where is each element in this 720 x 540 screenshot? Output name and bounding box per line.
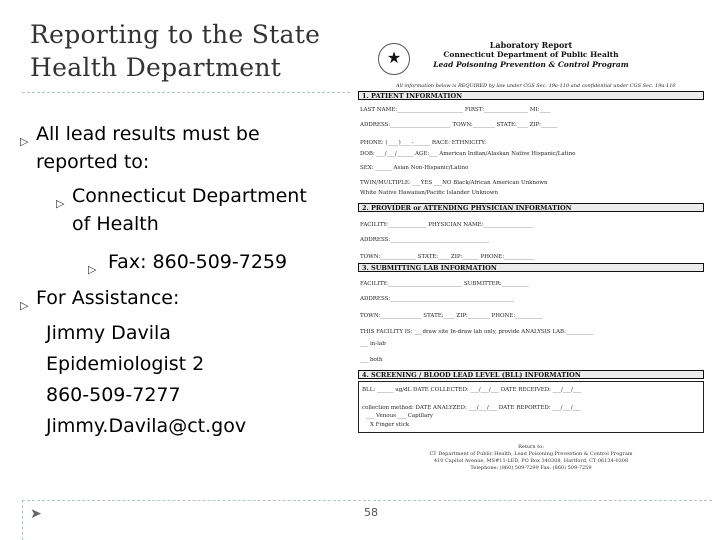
state-seal-icon: ★ bbox=[378, 43, 410, 75]
contact-info bbox=[46, 318, 246, 442]
form-footer: Return to: CT Department of Public Health, Lead Poisoning Prevention & Control Program 410 Capitol Avenue, MS#11-LED, PO Box 340308, Hartford, CT 06134-0308 Telephone: (860) 509-7299 Fax: (860) 509-7259 bbox=[429, 444, 633, 471]
section-screening: 4. SCREENING / BLOOD LEAD LEVEL (BLL) INFORMATION bbox=[358, 370, 704, 379]
contact-phone: 860-509-7277 bbox=[46, 384, 181, 406]
contact-email: Jimmy.Davila@ct.gov bbox=[46, 415, 247, 437]
form-authority: All information below is REQUIRED by law under CGS Sec. 19a-110 and confidential under CGS Sec. 19a-110 bbox=[396, 83, 676, 89]
triangle-bullet-icon: ▷ bbox=[20, 135, 29, 148]
bullet-ct-department: ▷ Connecticut Department of Health bbox=[56, 185, 307, 235]
triangle-bullet-icon: ▷ bbox=[56, 197, 65, 210]
triangle-bullet-icon: ▷ bbox=[20, 299, 29, 312]
lab-report-form: ★ Laboratory Report Connecticut Department of Public Health Lead Poisoning Prevention & Control Program All information below is REQUIRED by law under CGS Sec. 19a-110 and confidential under CGS Sec. 19a-110 1. PATIENT INFORMATION LAST NAME:________________________ FIRST:________________ MI:____ ADDRESS:______________________ TOWN:________ STATE:____ ZIP:______ PHONE: (____)____-______ RACE: ETHNICITY: DOB: ___/___/______ AGE:___ American Indian/Alaskan Native Hispanic/Latino SEX: ______ Asian Non-Hispanic/Latino TWIN/MULTIPLE: ___YES ___NO Black/African American Unknown White Native Hawaiian/Pacific Islander Unknown 2. PROVIDER or ATTENDING PHYSICIAN INFORMATION FACILITY:______________ PHYSICIAN NAME:__________________ ADDRESS:____________________________________ TOWN:_____________ STATE:____ ZIP:______ PHONE:___________ 3. SUBMITTING LAB INFORMATION FACILITY:___________________________ SUBMITTER:__________ ADDRESS:_____________________________________________ TOWN:_______________ STATE:____ ZIP:________ PHONE:__________ THIS FACILITY IS: ___draw site In-draw lab only, provide ANALYSIS LAB:__________ ___ in-lab ___ both 4. SCREENING / BLOOD LEAD LEVEL (BLL) INFORMATION BLL: ______ ug/dL DATE COLLECTED: ___/___/___ DATE RECEIVED: ___/___/___ collection method: DATE ANALYZED: ___/___/___ DATE REPORTED: ___/___/___ ___ Venous ___ Capillary X Finger stick Return to: CT Department of Public Health, Lead Poisoning Prevention & Control Program 410 Capitol Avenue, MS#11-LED, PO Box 340308, Hartford, CT 06134-0308 Telephone: (860) 509-7299 Fax: (860) 509-7259 bbox=[356, 40, 706, 498]
nav-arrow-icon: ➤ bbox=[30, 506, 42, 522]
section-patient: 1. PATIENT INFORMATION bbox=[358, 91, 704, 100]
bullet-assistance: ▷ For Assistance: bbox=[20, 284, 179, 312]
title-line-2: Health Department bbox=[30, 53, 282, 82]
title-divider bbox=[22, 92, 350, 93]
bullet-fax: ▷ Fax: 860-509-7259 bbox=[88, 248, 287, 276]
section-provider: 2. PROVIDER or ATTENDING PHYSICIAN INFORMATION bbox=[358, 203, 704, 212]
bullet-lead-results: ▷ All lead results must be reported to: bbox=[20, 123, 260, 173]
footer-divider bbox=[22, 500, 712, 501]
form-header: Laboratory Report Connecticut Department of Public Health Lead Poisoning Prevention & Control Program bbox=[433, 40, 629, 69]
section-lab: 3. SUBMITTING LAB INFORMATION bbox=[358, 263, 704, 272]
footer-left-border bbox=[22, 500, 23, 540]
contact-name: Jimmy Davila bbox=[46, 322, 171, 344]
page-number: 58 bbox=[364, 506, 378, 519]
triangle-bullet-icon: ▷ bbox=[88, 263, 97, 276]
title-line-1: Reporting to the State bbox=[30, 20, 321, 49]
slide-title bbox=[30, 18, 320, 84]
contact-title: Epidemiologist 2 bbox=[46, 353, 205, 375]
